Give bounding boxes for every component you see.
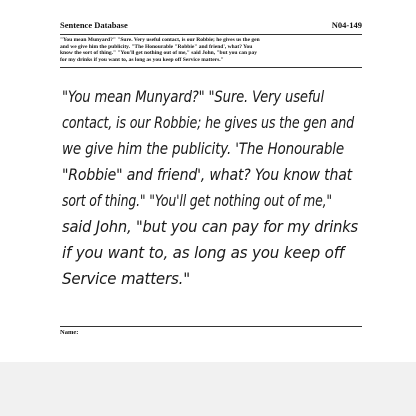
handwritten-line: we give him the publicity. 'The Honourable: [62, 139, 345, 158]
handwritten-line: if you want to, as long as you keep off: [62, 243, 347, 262]
handwritten-line: sort of thing." "You'll get nothing out of me,": [62, 191, 332, 210]
scan-margin: [0, 362, 416, 416]
name-label: Name:: [60, 329, 79, 336]
form-id: N04-149: [331, 20, 362, 30]
printed-line: and we give him the publicity. "The Honourable "Robbie" and friend', what? You: [60, 43, 253, 50]
handwritten-line: "Robbie" and friend', what? You know that: [62, 165, 353, 184]
database-title: Sentence Database: [60, 20, 128, 30]
printed-line: for my drinks if you want to, as long as you keep off Service matters.": [60, 56, 224, 63]
printed-line: know the sort of thing." "You'll get nothing out of me," said John, "but you can pay: [60, 50, 257, 57]
handwritten-line: "You mean Munyard?" "Sure. Very useful: [62, 87, 325, 106]
handwritten-line: said John, "but you can pay for my drinks: [62, 217, 358, 236]
handwritten-line: Service matters.": [62, 269, 190, 288]
bottom-rule: [60, 326, 362, 327]
handwritten-line: contact, is our Robbie; he gives us the gen and: [62, 113, 355, 132]
printed-line: "You mean Munyard?" "Sure. Very useful contact, is our Robbie; he gives us the gen: [60, 37, 260, 43]
